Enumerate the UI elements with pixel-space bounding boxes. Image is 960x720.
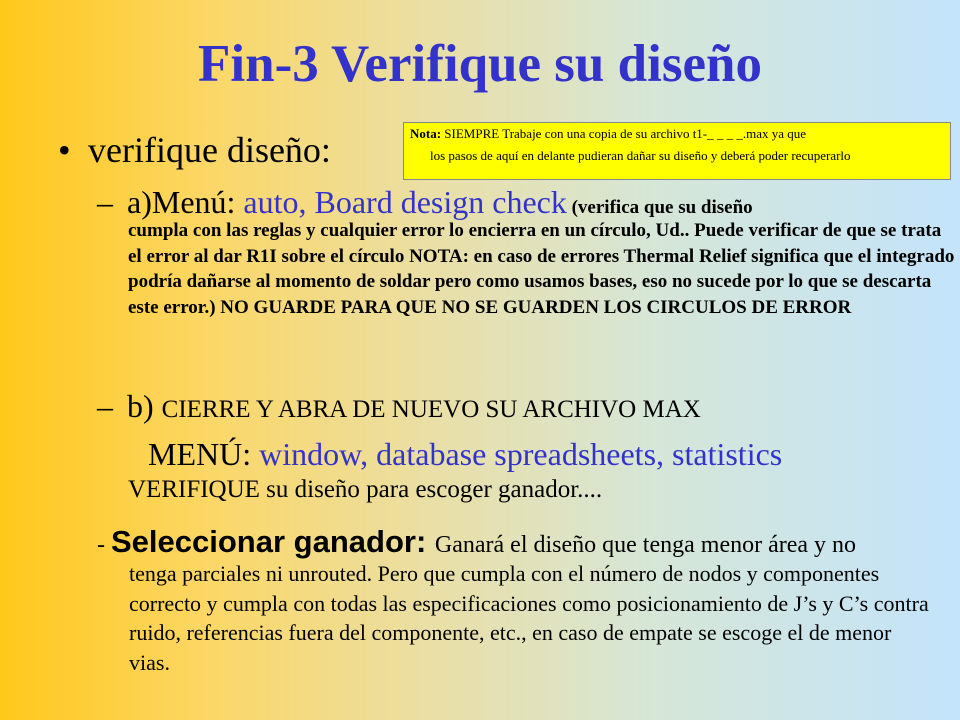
item-a-dash: –: [97, 184, 113, 220]
note-label: Nota:: [410, 126, 442, 141]
item-a-prefix: a)Menú:: [127, 184, 244, 220]
note-box: [403, 122, 951, 180]
note-line-1-text: SIEMPRE Trabaje con una copia de su archivo t1-_ _ _ _.max ya que: [441, 126, 807, 141]
item-a-continuation: cumpla con las reglas y cualquier error lo encierra en un círculo, Ud.. Puede verificar de que se trata el error al dar R1I sobre el círculo NOTA: en caso de errores Thermal Relief significa que el integrado podría dañarse al momento de soldar pero como usamos bases, eso no sucede por lo que se descarta este error.) NO GUARDE PARA QUE NO SE GUARDEN LOS CIRCULOS DE ERROR: [128, 220, 955, 318]
select-continuation: tenga parciales ni unrouted. Pero que cumpla con el número de nodos y componentes correcto y cumpla con todas las especificaciones como posicionamiento de J’s y C’s contra ruido, referencias fuera del componente, etc., en caso de empate se escoge el de menor vias.: [129, 561, 929, 675]
note-line-1: [410, 125, 944, 143]
select-text-start: Ganará el diseño que tenga menor área y no: [434, 532, 857, 558]
select-first-line: [97, 524, 857, 560]
main-bullet: [58, 130, 331, 170]
select-colon: :: [415, 524, 435, 559]
select-dash: -: [97, 532, 111, 558]
item-b-menu-line: [148, 436, 782, 472]
item-b-menu-path: window, database spreadsheets, statistics: [259, 436, 783, 472]
item-b-first-line: [97, 388, 957, 428]
item-b-verify-text: VERIFIQUE su diseño para escoger ganador....: [128, 476, 603, 503]
item-b-dash: –: [97, 388, 113, 424]
item-a-menu-path: auto, Board design check: [243, 184, 567, 220]
slide-title: Fin-3 Verifique su diseño: [198, 35, 762, 93]
select-label: Seleccionar ganador: [111, 524, 416, 559]
item-a-paren-start: (verifica que su diseño: [566, 197, 753, 218]
item-b-caps-text: CIERRE Y ABRA DE NUEVO SU ARCHIVO MAX: [161, 396, 701, 423]
item-b-menu-label: MENÚ:: [148, 436, 260, 472]
bullet-dot-icon: •: [58, 130, 71, 170]
item-b-prefix: b): [127, 388, 162, 424]
item-a-first-line: [97, 184, 957, 220]
note-line-2: los pasos de aquí en delante pudieran dañar su diseño y deberá poder recuperarlo: [430, 148, 851, 163]
bullet-text: verifique diseño:: [88, 130, 331, 170]
